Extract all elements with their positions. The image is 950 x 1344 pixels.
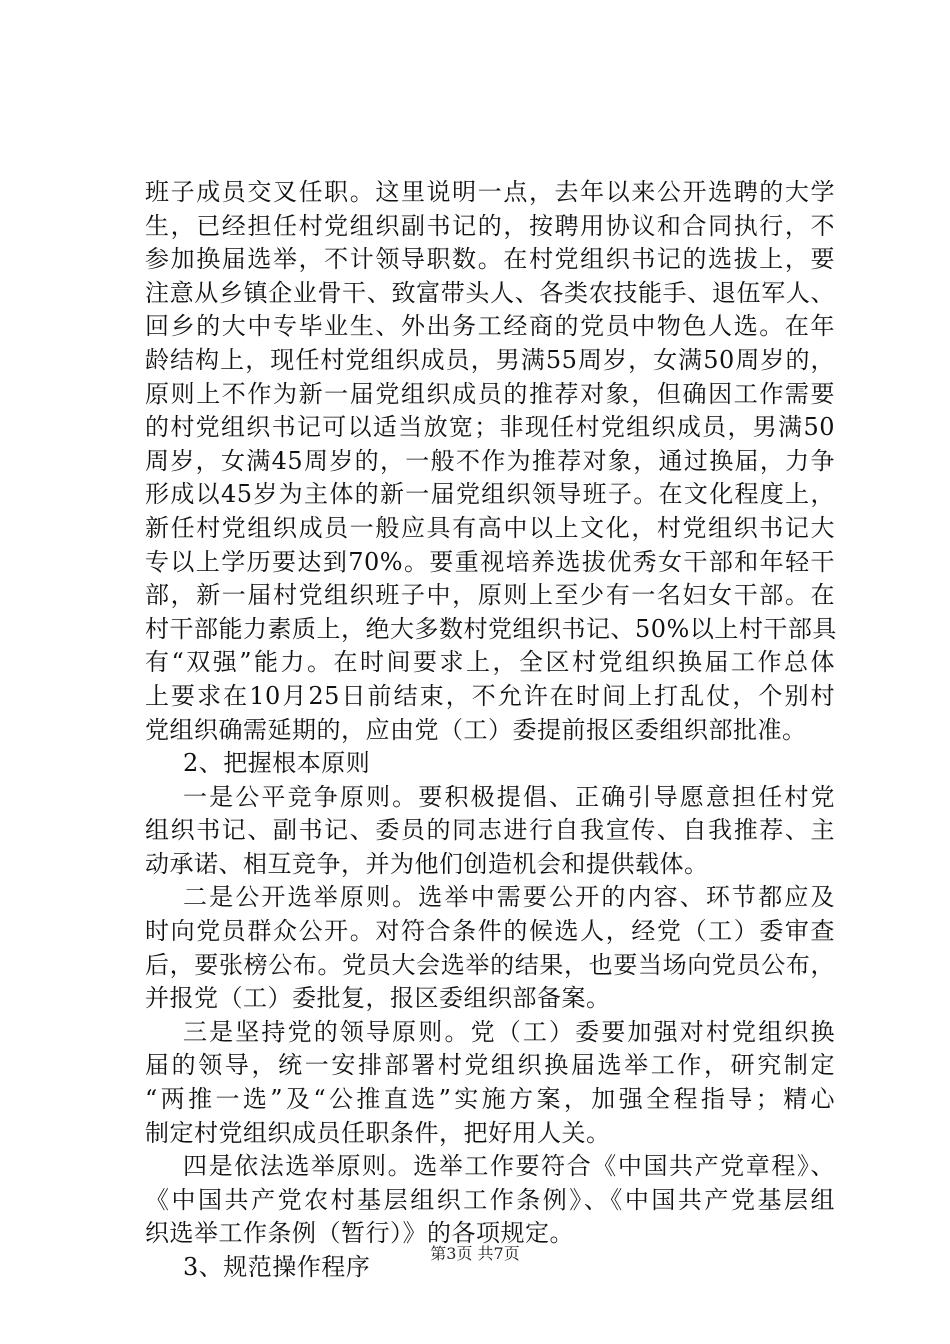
text-line: 村干部能力素质上，绝大多数村党组织书记、50%以上村干部具: [145, 614, 837, 643]
text-line: 组织书记、副书记、委员的同志进行自我宣传、自我推荐、主: [145, 816, 835, 845]
text-line: 周岁，女满45周岁的，一般不作为推荐对象，通过换届，力争: [145, 446, 835, 475]
text-line: 党组织确需延期的，应由党（工）委提前报区委组织部批准。: [145, 715, 807, 744]
text-line: “两推一选”及“公推直选”实施方案，加强全程指导；精心: [145, 1085, 835, 1114]
text-line: 制定村党组织成员任职条件，把好用人关。: [145, 1118, 611, 1147]
text-line: 专以上学历要达到70%。要重视培养选拔优秀女干部和年轻干: [145, 547, 835, 576]
text-line: 生，已经担任村党组织副书记的，按聘用协议和合同执行，不: [145, 211, 835, 240]
section-heading: 2、把握根本原则: [183, 749, 371, 778]
text-line: 并报党（工）委批复，报区委组织部备案。: [145, 984, 611, 1013]
text-line: 班子成员交叉任职。这里说明一点，去年以来公开选聘的大学: [145, 178, 835, 206]
text-line: 动承诺、相互竞争，并为他们创造机会和提供载体。: [145, 849, 709, 878]
text-line: 新任村党组织成员一般应具有高中以上文化，村党组织书记大: [145, 513, 835, 542]
text-line: 二是公开选举原则。选举中需要公开的内容、环节都应及: [183, 883, 835, 912]
text-line: 织选举工作条例（暂行）》的各项规定。: [145, 1219, 574, 1248]
text-line: 一是公平竞争原则。要积极提倡、正确引导愿意担任村党: [183, 782, 835, 811]
text-line: 回乡的大中专毕业生、外出务工经商的党员中物色人选。在年: [145, 312, 835, 341]
text-line: 参加换届选举，不计领导职数。在村党组织书记的选拔上，要: [145, 245, 835, 274]
page-number-footer: 第3页 共7页: [430, 1244, 520, 1263]
text-line: 龄结构上，现任村党组织成员，男满55周岁，女满50周岁的，: [145, 345, 835, 374]
text-line: 上要求在10月25日前结束，不允许在时间上打乱仗，个别村: [145, 681, 835, 710]
text-line: 届的领导，统一安排部署村党组织换届选举工作，研究制定: [145, 1051, 835, 1080]
text-line: 注意从乡镇企业骨干、致富带头人、各类农技能手、退伍军人、: [145, 278, 835, 307]
text-line: 的村党组织书记可以适当放宽；非现任村党组织成员，男满50: [145, 413, 835, 442]
section-heading: 3、规范操作程序: [183, 1253, 371, 1281]
text-line: 三是坚持党的领导原则。党（工）委要加强对村党组织换: [183, 1017, 835, 1046]
document-body: [145, 176, 835, 1285]
text-line: 《中国共产党农村基层组织工作条例》、《中国共产党基层组: [145, 1185, 835, 1214]
text-line: 原则上不作为新一届党组织成员的推荐对象，但确因工作需要: [145, 379, 835, 408]
text-line: 四是依法选举原则。选举工作要符合《中国共产党章程》、: [183, 1152, 835, 1181]
text-line: 时向党员群众公开。对符合条件的候选人，经党（工）委审查: [145, 917, 835, 946]
text-line: 后，要张榜公布。党员大会选举的结果，也要当场向党员公布，: [145, 950, 835, 979]
text-line: 形成以45岁为主体的新一届党组织领导班子。在文化程度上，: [145, 480, 835, 509]
text-line: 部，新一届村党组织班子中，原则上至少有一名妇女干部。在: [145, 581, 835, 610]
text-line: 有“双强”能力。在时间要求上，全区村党组织换届工作总体: [145, 648, 835, 677]
